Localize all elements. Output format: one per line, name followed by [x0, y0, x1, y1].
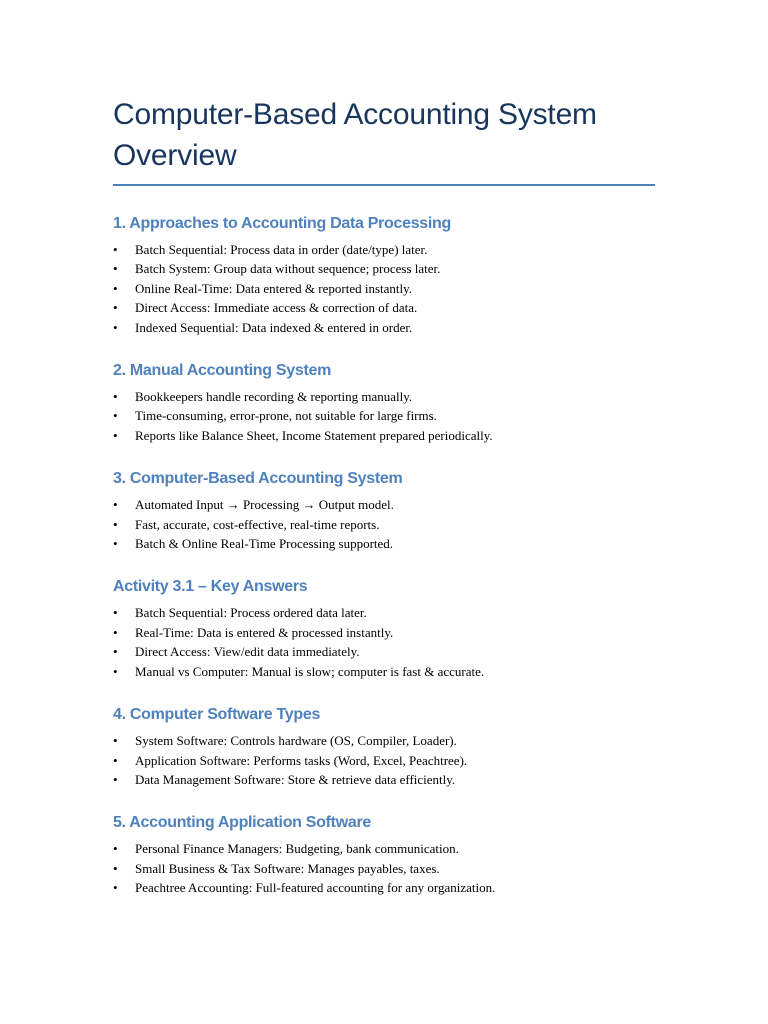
list-item: [113, 662, 658, 681]
list-item-text: Batch Sequential: Process ordered data later.: [135, 605, 367, 621]
title-underline: [113, 184, 655, 186]
list-item: [113, 279, 658, 298]
section-heading: 3. Computer-Based Accounting System: [113, 470, 403, 488]
list-item-text: Batch System: Group data without sequence; process later.: [135, 261, 441, 277]
list-item: [113, 240, 658, 259]
list-item-text: Time-consuming, error-prone, not suitable for large firms.: [135, 408, 437, 424]
list-item-text: Batch Sequential: Process data in order (date/type) later.: [135, 242, 428, 257]
section-accounting-software: [113, 813, 658, 897]
bullet-icon: •: [113, 300, 118, 316]
bullet-icon: •: [113, 733, 118, 749]
bullet-icon: •: [113, 605, 118, 621]
document-title: Computer-Based Accounting System Overview: [113, 98, 597, 172]
bullet-list: [113, 387, 658, 445]
list-item-text: Fast, accurate, cost-effective, real-time reports.: [135, 516, 380, 532]
list-item: [113, 298, 658, 317]
section-approaches: [113, 214, 658, 337]
bullet-icon: •: [113, 663, 118, 679]
bullet-list: [113, 731, 658, 789]
list-item-text: Indexed Sequential: Data indexed & entered in order.: [135, 319, 413, 335]
list-item: [113, 495, 658, 514]
bullet-list: [113, 495, 658, 553]
bullet-icon: •: [113, 516, 118, 532]
bullet-icon: •: [113, 771, 118, 787]
bullet-icon: •: [113, 624, 118, 640]
section-activity-answers: [113, 577, 658, 681]
list-item-text: Reports like Balance Sheet, Income Statement prepared periodically.: [135, 427, 493, 443]
section-heading: 1. Approaches to Accounting Data Processing: [113, 215, 451, 232]
list-item-text: Personal Finance Managers: Budgeting, bank communication.: [135, 841, 459, 857]
section-heading: 5. Accounting Application Software: [113, 814, 371, 832]
list-item-text: Application Software: Performs tasks (Word, Excel, Peachtree).: [135, 752, 468, 768]
list-item: [113, 642, 658, 661]
section-heading: Activity 3.1 – Key Answers: [113, 578, 308, 596]
list-item-text: Real-Time: Data is entered & processed instantly.: [135, 624, 394, 640]
list-item: [113, 878, 658, 897]
bullet-icon: •: [113, 319, 118, 335]
list-item-text: Direct Access: Immediate access & correction of data.: [135, 300, 418, 316]
bullet-icon: •: [113, 880, 118, 896]
list-item: [113, 839, 658, 858]
list-item: [113, 534, 658, 553]
list-item: [113, 859, 658, 878]
bullet-list: [113, 240, 658, 337]
list-item-text: Peachtree Accounting: Full-featured accounting for any organization.: [135, 880, 496, 896]
bullet-icon: •: [113, 280, 118, 296]
bullet-icon: •: [113, 427, 118, 443]
section-manual-system: [113, 361, 658, 445]
list-item-text: Automated Input → Processing → Output model.: [135, 497, 394, 513]
list-item: [113, 770, 658, 789]
bullet-icon: •: [113, 752, 118, 768]
bullet-list: [113, 839, 658, 897]
section-software-types: [113, 705, 658, 789]
bullet-icon: •: [113, 860, 118, 876]
list-item: [113, 426, 658, 445]
list-item: [113, 623, 658, 642]
section-heading: 2. Manual Accounting System: [113, 362, 332, 380]
list-item: [113, 318, 658, 337]
bullet-icon: •: [113, 497, 118, 513]
bullet-icon: •: [113, 841, 118, 857]
bullet-list: [113, 603, 658, 681]
bullet-icon: •: [113, 536, 118, 552]
bullet-icon: •: [113, 408, 118, 424]
section-heading: 4. Computer Software Types: [113, 706, 321, 724]
list-item: [113, 515, 658, 534]
list-item: [113, 387, 658, 406]
list-item-text: Direct Access: View/edit data immediately.: [135, 644, 360, 660]
list-item-text: Manual vs Computer: Manual is slow; computer is fast & accurate.: [135, 663, 485, 679]
list-item: [113, 259, 658, 278]
bullet-icon: •: [113, 242, 118, 257]
list-item: [113, 406, 658, 425]
bullet-icon: •: [113, 389, 118, 405]
bullet-icon: •: [113, 261, 118, 277]
section-computer-based-system: [113, 469, 658, 553]
list-item-text: System Software: Controls hardware (OS, Compiler, Loader).: [135, 733, 457, 749]
list-item-text: Small Business & Tax Software: Manages payables, taxes.: [135, 860, 440, 876]
document-page: [113, 94, 658, 922]
list-item: [113, 603, 658, 622]
list-item-text: Data Management Software: Store & retrieve data efficiently.: [135, 771, 456, 787]
list-item-text: Bookkeepers handle recording & reporting manually.: [135, 389, 413, 405]
list-item-text: Online Real-Time: Data entered & reported instantly.: [135, 280, 413, 296]
list-item: [113, 731, 658, 750]
list-item-text: Batch & Online Real-Time Processing supported.: [135, 536, 394, 552]
bullet-icon: •: [113, 644, 118, 660]
list-item: [113, 751, 658, 770]
